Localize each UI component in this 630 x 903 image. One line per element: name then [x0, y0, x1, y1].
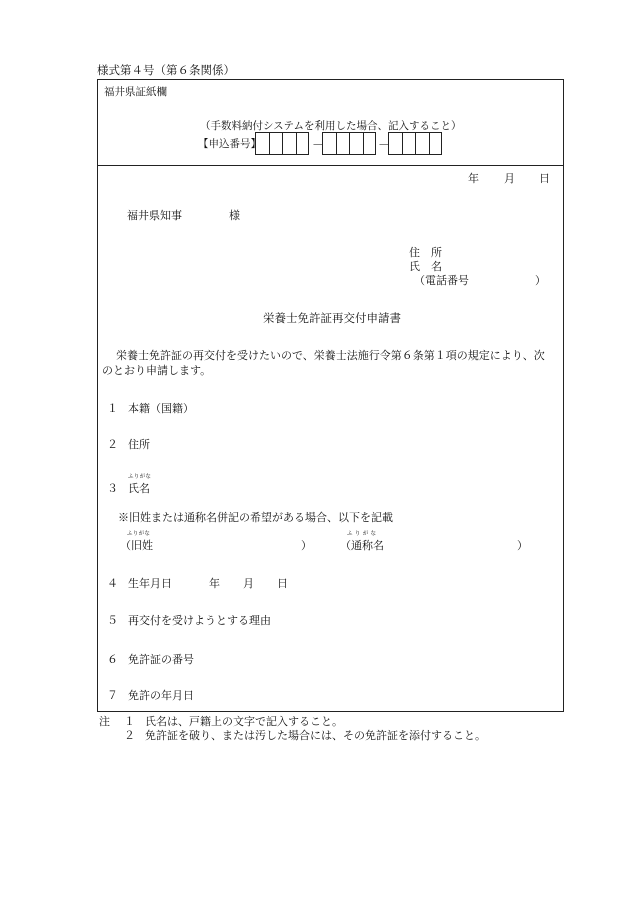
item-3-ruby-wrap — [128, 474, 152, 496]
item-3-number: ３ — [107, 482, 118, 495]
phone-label: （電話番号 — [414, 274, 469, 287]
item-3-ruby: ふりがな — [128, 474, 152, 480]
payment-system-note: （手数料納付システムを利用した場合、記入すること） — [200, 120, 462, 132]
date-month: 月 — [504, 172, 515, 185]
digit-box[interactable] — [322, 132, 336, 155]
application-number-label: 【申込番号】 — [198, 138, 261, 150]
date-year: 年 — [468, 172, 479, 185]
item-6-label: 免許証の番号 — [128, 653, 194, 666]
digit-box[interactable] — [269, 132, 283, 155]
item-6-number: ６ — [107, 653, 118, 666]
application-number-group-1 — [255, 132, 309, 155]
stamp-title: 福井県証紙欄 — [104, 86, 167, 98]
digit-box[interactable] — [336, 132, 350, 155]
application-number-group-2 — [322, 132, 376, 155]
footnote-2-text: 免許証を破り、または汚した場合には、その免許証を添付すること。 — [145, 729, 486, 742]
old-name-close: ） — [301, 539, 312, 552]
application-form — [97, 79, 564, 712]
footnote-1-number: １ — [124, 715, 135, 728]
number-separator: － — [312, 138, 325, 152]
digit-box[interactable] — [349, 132, 363, 155]
address-label: 住 所 — [409, 246, 442, 259]
number-separator: － — [378, 138, 391, 152]
name-label: 氏 名 — [409, 260, 442, 273]
item-3-label-wrap — [128, 474, 152, 496]
item-4-label: 生年月日 — [128, 577, 172, 590]
digit-box[interactable] — [255, 132, 269, 155]
item-2-label: 住所 — [128, 438, 150, 451]
item-3-label: 氏名 — [128, 482, 150, 495]
application-number-group-3 — [388, 132, 442, 155]
document-title: 栄養士免許証再交付申請書 — [263, 311, 401, 325]
digit-box[interactable] — [429, 132, 443, 155]
digit-box[interactable] — [296, 132, 310, 155]
alias-wrap — [340, 531, 384, 553]
old-name-open: （旧姓 — [120, 539, 153, 552]
digit-box[interactable] — [415, 132, 429, 155]
phone-close: ） — [535, 274, 546, 287]
old-name-wrap — [120, 531, 153, 553]
digit-box[interactable] — [363, 132, 377, 155]
body-line-2: のとおり申請します。 — [102, 364, 212, 377]
birth-month: 月 — [243, 577, 254, 590]
alias-open: （通称名 — [340, 539, 384, 552]
alias-ruby: ふ り が な — [347, 531, 377, 537]
body-line-1: 栄養士免許証の再交付を受けたいので、栄養士法施行令第６条第１項の規定により、次 — [116, 349, 545, 362]
digit-box[interactable] — [402, 132, 416, 155]
footnote-2-number: ２ — [124, 729, 135, 742]
item-5-label: 再交付を受けようとする理由 — [128, 614, 271, 627]
notes-prefix: 注 — [99, 715, 110, 728]
old-name-ruby: ふりがな — [127, 531, 151, 537]
footnote-1-text: 氏名は、戸籍上の文字で記入すること。 — [145, 715, 343, 728]
item-7-number: ７ — [107, 689, 118, 702]
item-2-number: ２ — [107, 438, 118, 451]
item-1-label: 本籍（国籍） — [128, 402, 194, 415]
old-name-ruby-wrap — [120, 531, 153, 553]
stamp-area — [98, 80, 563, 166]
item-5-number: ５ — [107, 614, 118, 627]
alias-close: ） — [517, 539, 528, 552]
date-day: 日 — [539, 172, 550, 185]
form-number: 様式第４号（第６条関係） — [97, 63, 235, 77]
item-4-number: ４ — [107, 577, 118, 590]
alias-ruby-wrap — [340, 531, 384, 553]
birth-day: 日 — [277, 577, 288, 590]
addressee-honorific: 様 — [229, 209, 240, 222]
item-1-number: １ — [107, 402, 118, 415]
digit-box[interactable] — [282, 132, 296, 155]
birth-year: 年 — [209, 577, 220, 590]
digit-box[interactable] — [388, 132, 402, 155]
item-7-label: 免許の年月日 — [128, 689, 194, 702]
old-name-note: ※旧姓または通称名併記の希望がある場合、以下を記載 — [118, 511, 393, 524]
addressee-name: 福井県知事 — [127, 209, 182, 222]
